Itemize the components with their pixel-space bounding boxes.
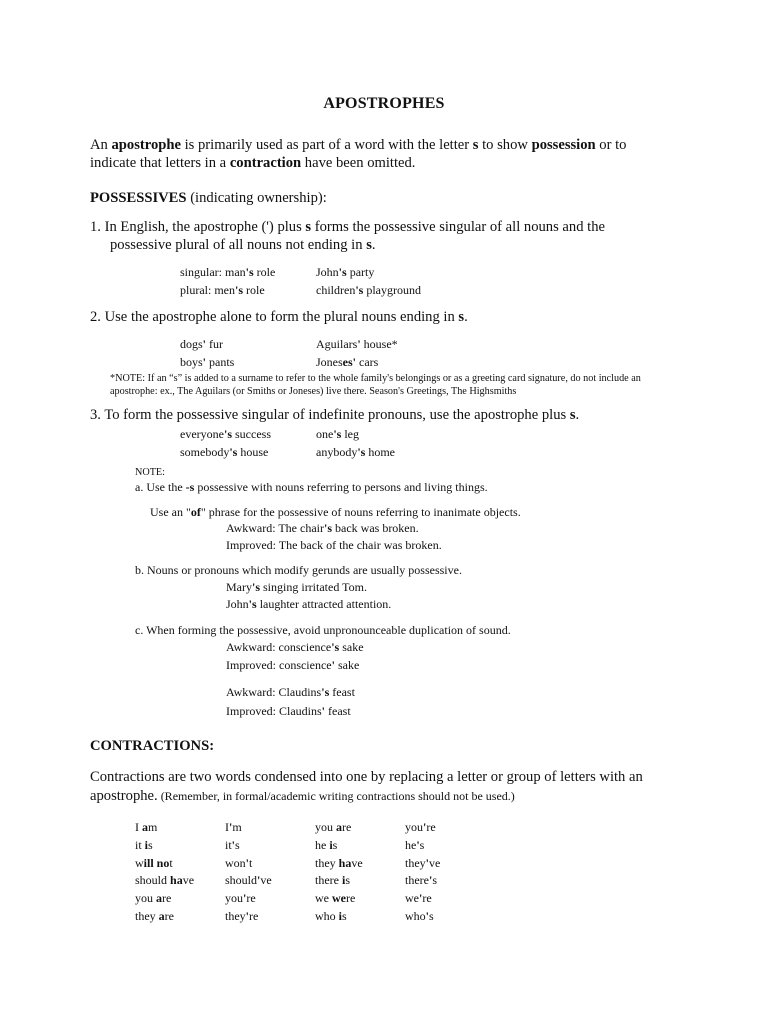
rule-2	[90, 308, 468, 327]
contraction-full-form: I am	[135, 820, 158, 834]
contraction-short-form: should've	[225, 873, 272, 888]
note-c-awkward-2: Awkward: Claudins's feast	[226, 685, 355, 699]
note-c-improved-1: Improved: conscience' sake	[226, 658, 360, 672]
contractions-grid	[135, 820, 495, 927]
contraction-full-form: will not	[135, 855, 173, 870]
contraction-short-form: they've	[405, 855, 441, 870]
contraction-short-form: you're	[405, 820, 436, 834]
contraction-short-form: won't	[225, 855, 253, 870]
section-heading: POSSESSIVES	[90, 190, 187, 206]
note-a-of-phrase: Use an "of" phrase for the possessive of nouns referring to inanimate objects.	[150, 505, 521, 519]
contraction-full-form: you are	[315, 820, 352, 834]
intro-bold-possession: possession	[531, 137, 596, 153]
contraction-full-form: should have	[135, 873, 195, 888]
rule-text: .	[575, 407, 580, 423]
contraction-row	[135, 909, 495, 927]
rule-text: possessive plural of all nouns not ending in	[110, 237, 367, 253]
contraction-short-form: I'm	[225, 820, 242, 834]
contractions-table	[135, 820, 495, 927]
contraction-short-form: there's	[405, 873, 437, 888]
contraction-full-form: they are	[135, 908, 174, 923]
section-subtitle: (indicating ownership):	[186, 190, 327, 206]
contraction-short-form: you're	[225, 891, 256, 906]
note-b: b. Nouns or pronouns which modify gerunds are usually possessive.	[135, 563, 462, 577]
contraction-full-form: who is	[315, 908, 347, 923]
note-c-improved-2: Improved: Claudins' feast	[226, 704, 351, 718]
rule-1-line-1	[90, 218, 605, 237]
example-item: everyone's success	[180, 427, 271, 441]
example-item: anybody's home	[316, 445, 396, 459]
intro-text: have been omitted.	[301, 155, 416, 171]
contraction-short-form: we're	[405, 891, 432, 906]
note-b-example-2: John's laughter attracted attention.	[226, 597, 392, 611]
intro-text: An	[90, 137, 112, 153]
rule-1-line-2	[110, 236, 376, 255]
note-a-improved: Improved: The back of the chair was broken.	[226, 538, 442, 552]
note-a: a. Use the -s possessive with nouns referring to persons and living things.	[135, 480, 488, 494]
contraction-full-form: there is	[315, 873, 350, 888]
rule-bold: s	[569, 407, 576, 423]
example-item: Joneses' cars	[316, 355, 379, 369]
rule-text: .	[464, 309, 468, 325]
contraction-full-form: it is	[135, 837, 153, 852]
contraction-short-form: it's	[225, 837, 240, 852]
contraction-full-form: he is	[315, 837, 338, 852]
contraction-short-form: they're	[225, 908, 259, 923]
rule-bold: s	[305, 219, 312, 235]
intro-line-1	[90, 136, 626, 155]
note-line-1: *NOTE: If an “s” is added to a surname to refer to the whole family's belongings or as a greeting card signature, do not include an	[110, 373, 641, 384]
note-line-2: apostrophe: ex., The Aguilars (or Smiths or Joneses) live there. Season's Greetings, The Highsmiths	[110, 386, 517, 397]
intro-line-2	[90, 154, 415, 173]
paragraph-remark: (Remember, in formal/academic writing contractions should not be used.)	[157, 789, 515, 803]
rule-bold: s	[366, 237, 372, 253]
example-item: one's leg	[316, 427, 360, 441]
example-item: somebody's house	[180, 445, 269, 459]
intro-bold-contraction: contraction	[229, 155, 302, 171]
contraction-short-form: who's	[405, 908, 434, 923]
contractions-heading	[90, 737, 214, 756]
example-item: singular: man's role	[180, 265, 276, 279]
intro-text: to show	[478, 137, 532, 153]
contraction-full-form: you are	[135, 891, 172, 906]
example-item: dogs' fur	[180, 337, 224, 351]
example-item: plural: men's role	[180, 283, 265, 297]
contraction-row	[135, 838, 495, 856]
rule-text: forms the possessive singular of all nouns and the	[311, 219, 605, 235]
contraction-row	[135, 873, 495, 891]
rule-text: 1. In English, the apostrophe (') plus	[90, 219, 306, 235]
intro-text: or to	[595, 137, 627, 153]
contraction-short-form: he's	[405, 837, 425, 852]
example-item: John's party	[316, 265, 375, 279]
contraction-row	[135, 820, 495, 838]
section-heading: CONTRACTIONS:	[90, 738, 215, 754]
possessives-heading	[90, 189, 327, 208]
contractions-paragraph-line-2	[90, 787, 515, 806]
note-a-awkward: Awkward: The chair's back was broken.	[226, 521, 419, 535]
intro-text: is primarily used as part of a word with the letter	[180, 137, 473, 153]
example-item: boys' pants	[180, 355, 235, 369]
intro-text: indicate that letters in a	[90, 155, 230, 171]
note-c-awkward-1: Awkward: conscience's sake	[226, 640, 364, 654]
contractions-paragraph-line-1: Contractions are two words condensed into one by replacing a letter or group of letters with an	[90, 769, 643, 785]
intro-bold-apostrophe: apostrophe	[111, 137, 181, 153]
contraction-full-form: they have	[315, 855, 363, 870]
example-item: Aguilars' house*	[316, 337, 398, 351]
paragraph-text: apostrophe.	[90, 788, 158, 804]
rule-bold: s	[458, 309, 465, 325]
note-label: NOTE:	[135, 467, 165, 478]
contraction-row	[135, 891, 495, 909]
intro-bold-s: s	[472, 137, 479, 153]
rule-text: 2. Use the apostrophe alone to form the plural nouns ending in	[90, 309, 459, 325]
example-item: children's playground	[316, 283, 421, 297]
page-title: APOSTROPHES	[323, 95, 445, 112]
contraction-full-form: we were	[315, 891, 356, 906]
contraction-row	[135, 856, 495, 874]
rule-text: .	[371, 237, 376, 253]
rule-3	[90, 406, 579, 425]
note-c: c. When forming the possessive, avoid unpronounceable duplication of sound.	[135, 623, 511, 637]
rule-text: 3. To form the possessive singular of indefinite pronouns, use the apostrophe plus	[90, 407, 570, 423]
note-b-example-1: Mary's singing irritated Tom.	[226, 580, 367, 594]
